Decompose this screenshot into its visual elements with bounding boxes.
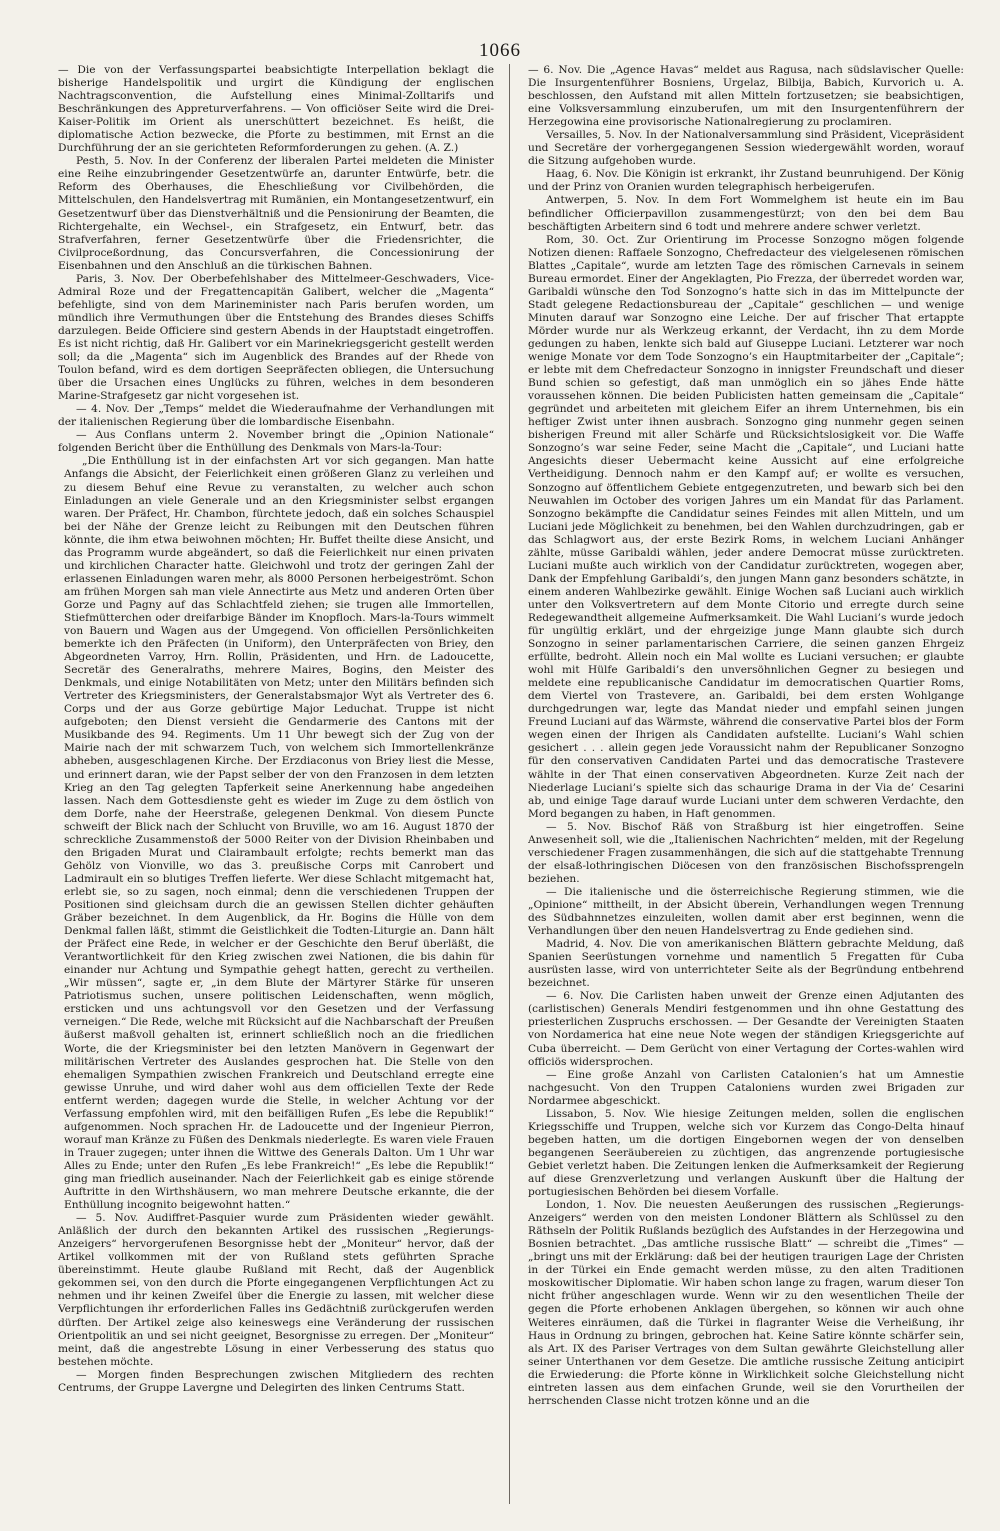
article-paragraph: Antwerpen, 5. Nov. In dem Fort Wommelghem ist heute ein im Bau befindlicher Officierpavillon zusammengestürzt; von den bei dem Bau beschäftigten Arbeitern sind 6 todt und mehrere andere schwer verletzt. [528,194,964,233]
column-rule [509,64,510,1504]
article-paragraph: Versailles, 5. Nov. In der Nationalversammlung sind Präsident, Vicepräsident und Secretäre der vorhergegangenen Session wiedergewählt worden, worauf die Sitzung aufgehoben wurde. [528,129,964,168]
article-paragraph: Madrid, 4. Nov. Die von amerikanischen Blättern gebrachte Meldung, daß Spanien Seerüstungen vornehme und namentlich 5 Fregatten für Cuba ausrüsten lasse, wird von unterrichteter Seite als der Begründung entbehrend bezeichnet. [528,938,964,990]
page-number: 1066 [479,40,521,61]
article-paragraph: „Die Enthüllung ist in der einfachsten Art vor sich gegangen. Man hatte Anfangs die Absicht, der Feierlichkeit einen größeren Glanz zu verleihen und zu diesem Behuf eine Revue zu veranstalten, zu welcher auch schon Einladungen an viele Generale und an den Kriegsminister selbst ergangen waren. Der Präfect, Hr. Chambon, fürchtete jedoch, daß ein solches Schauspiel bei der Nähe der Grenze leicht zu Reibungen mit den Deutschen führen könnte, die ihm etwa beiwohnen möchten; Hr. Buffet theilte diese Ansicht, und das Programm wurde abgeändert, so daß die Feierlichkeit nur einen privaten und kirchlichen Character hatte. Gleichwohl und trotz der geringen Zahl der erlassenen Einladungen waren mehr, als 8000 Personen herbeigeströmt. Schon am frühen Morgen sah man viele Annectirte aus Metz und anderen Orten über Gorze und Pagny auf das Schlachtfeld ziehen; sie trugen alle Immortellen, Stiefmütterchen oder dreifarbige Bänder im Knopfloch. Mars-la-Tours wimmelt von Bauern und Wagen aus der Umgegend. Von officiellen Persönlichkeiten bemerkte ich den Präfecten (in Uniform), den Unterpräfecten von Briey, den Abgeordneten Varroy, Hrn. Rollin, Präsidenten, und Hrn. de Ladoucette, Secretär des Generalraths, mehrere Maires, Bogins, den Meister des Denkmals, und einige Notabilitäten von Metz; unter den Militärs befinden sich Vertreter des Kriegsministers, der Generalstabsmajor Wyt als Vertreter des 6. Corps und der aus Gorze gebürtige Major Leduchat. Truppe ist nicht aufgeboten; den Dienst versieht die Gendarmerie des Cantons mit der Musikbande des 94. Regiments. Um 11 Uhr bewegt sich der Zug von der Mairie nach der mit schwarzem Tuch, von welchem sich Immortellenkränze abheben, ausgeschlagenen Kirche. Der Erzdiaconus von Briey liest die Messe, und erinnert daran, wie der Papst selber der von den Franzosen in dem letzten Krieg an den Tag gelegten Tapferkeit seine Anerkennung habe angedeihen lassen. Nach dem Gottesdienste geht es wieder im Zuge zu dem östlich von dem Dorfe, nahe der Heerstraße, gelegenen Denkmal. Von diesem Puncte schweift der Blick nach der Schlucht von Bruville, wo am 16. August 1870 der schreckliche Zusammenstoß der 5000 Reiter von der Division Rheinbaben und den Brigaden Murat und Clairambault erfolgte; rechts bemerkt man das Gehölz von Vionville, wo das 3. preußische Corps mit Canrobert und Ladmirault ein so blutiges Treffen lieferte. Wer diese Schlacht mitgemacht hat, erlebt sie, so zu sagen, noch einmal; denn die verschiedenen Truppen der Positionen sind gleichsam durch die an gewissen Stellen dichter gehäuften Gräber bezeichnet. In dem Augenblick, da Hr. Bogins die Hülle von dem Denkmal fallen läßt, stimmt die Geistlichkeit die Todten-Liturgie an. Dann hält der Präfect eine Rede, in welcher er der Geschichte den Beruf überläßt, die Verantwortlichkeit für den Krieg zwischen zwei Nationen, die bis dahin für einander nur Achtung und Sympathie gehegt hatten, gerecht zu vertheilen. „Wir müssen“, sagte er, „in dem Blute der Märtyrer Stärke für unseren Patriotismus suchen, unsere politischen Leidenschaften, wenn möglich, ersticken und uns achtungsvoll vor den Gesetzen und der Verfassung verneigen.“ Die Rede, welche mit Rücksicht auf die Nachbarschaft der Preußen äußerst maßvoll gehalten ist, erinnert schließlich noch an die friedlichen Worte, die der Kriegsminister bei den letzten Manövern in Gegenwart der militärischen Vertreter des Auslandes gesprochen hat. Die Stelle von den ehemaligen Sympathien zwischen Frankreich und Deutschland erregte eine gewisse Unruhe, und wird daher wohl aus dem officiellen Texte der Rede entfernt werden; dagegen wurde die Stelle, in welcher Achtung vor der Verfassung empfohlen wird, mit den beifälligen Rufen „Es lebe die Republik!“ aufgenommen. Noch sprachen Hr. de Ladoucette und der Ingenieur Pierron, worauf man Kränze zu Füßen des Denkmals niederlegte. Es waren viele Frauen in Trauer zugegen; unter ihnen die Wittwe des Generals Dalton. Um 1 Uhr war Alles zu Ende; unter den Rufen „Es lebe Frankreich!“ „Es lebe die Republik!“ ging man friedlich auseinander. Nach der Feierlichkeit gab es einige störende Auftritte in den Wirthshäusern, wo man mehrere Deutsche erkannte, die der Enthüllung incognito beigewohnt hatten.“ [64,455,494,1212]
article-paragraph: London, 1. Nov. Die neuesten Aeußerungen des russischen „Regierungs-Anzeigers“ werden von den meisten Londoner Blättern als Schlüssel zu den Räthseln der Politik Rußlands bezüglich des Aufstandes in der Herzegowina und Bosnien betrachtet. „Das amtliche russische Blatt“ — schreibt die „Times“ — „bringt uns mit der Erklärung: daß bei der heutigen traurigen Lage der Christen in der Türkei ein Ende gemacht werden müsse, zu den alten Traditionen moskowitischer Diplomatie. Wir haben schon lange zu fragen, warum dieser Ton nicht früher angeschlagen wurde. Wenn wir zu den wesentlichen Theile der gegen die Pforte erhobenen Anklagen übergehen, so können wir auch ohne Weiteres einräumen, daß die Türkei in flagranter Weise die Verheißung, ihr Haus in Ordnung zu bringen, gebrochen hat. Keine Satire könnte schärfer sein, als Art. IX des Pariser Vertrages von dem Sultan gewährte Gleichstellung aller seiner Unterthanen vor dem Gesetze. Die amtliche russische Zeitung anticipirt die Erwiederung: die Pforte könne in Wirklichkeit solche Gleichstellung nicht eintreten lassen aus dem einfachen Grunde, weil sie den Vorurtheilen der herrschenden Classe nicht trotzen könne und an die [528,1199,964,1407]
article-paragraph: — Die von der Verfassungspartei beabsichtigte Interpellation beklagt die bisherige Handelspolitik und urgirt die Kündigung der englischen Nachtragsconvention, die Aufstellung eines Minimal-Zolltarifs und Beschränkungen des Appreturverfahrens. — Von officiöser Seite wird die Drei-Kaiser-Politik im Orient als unerschüttert bezeichnet. Es heißt, die diplomatische Action bezwecke, die Pforte zu bestimmen, mit Ernst an die Durchführung der an sie gerichteten Reformforderungen zu gehen. (A. Z.) [58,64,494,155]
article-paragraph: — 6. Nov. Die Carlisten haben unweit der Grenze einen Adjutanten des (carlistischen) Generals Mendiri festgenommen und ihn ohne Gestattung des priesterlichen Zuspruchs erschossen. — Der Gesandte der Vereinigten Staaten von Nordamerica hat eine neue Note wegen der ständigen Kriegsgerichte auf Cuba überreicht. — Dem Gerücht von einer Vertagung der Cortes-wahlen wird officiös widersprochen. [528,990,964,1068]
article-paragraph: Pesth, 5. Nov. In der Conferenz der liberalen Partei meldeten die Minister eine Reihe einzubringender Gesetzentwürfe an, darunter Entwürfe, betr. die Reform des Oberhauses, die Eheschließung vor Civilbehörden, die Mittelschulen, den Handelsvertrag mit Rumänien, ein Montangesetzentwurf, ein Gesetzentwurf über das Dienstverhältniß und die Pensionirung der Beamten, die Richtergehalte, ein Wechsel-, ein Strafgesetz, ein Entwurf, betr. das Strafverfahren, ferner Gesetzentwürfe über die Friedensrichter, die Civilproceßordnung, das Concursverfahren, die Concessionirung der Eisenbahnen und den Anschluß an die türkischen Bahnen. [58,155,494,272]
right-column [528,64,964,1514]
text-columns [58,64,964,1514]
left-column [58,64,494,1514]
article-paragraph: — Eine große Anzahl von Carlisten Catalonien’s hat um Amnestie nachgesucht. Von den Truppen Cataloniens wurden zwei Brigaden zur Nordarmee abgeschickt. [528,1068,964,1107]
article-paragraph: — Aus Conflans unterm 2. November bringt die „Opinion Nationale“ folgenden Bericht über die Enthüllung des Denkmals von Mars-la-Tour: [58,429,494,455]
article-paragraph: — Morgen finden Besprechungen zwischen Mitgliedern des rechten Centrums, der Gruppe Lavergne und Delegirten des linken Centrums Statt. [58,1368,494,1394]
article-paragraph: — 5. Nov. Audiffret-Pasquier wurde zum Präsidenten wieder gewählt. Anläßlich der durch den bekannten Artikel des russischen „Regierungs-Anzeigers“ hervorgerufenen Besorgnisse hebt der „Moniteur“ hervor, daß der Artikel vollkommen mit der von Rußland stets geführten Sprache übereinstimmt. Heute glaube Rußland mit Recht, daß der Augenblick gekommen sei, von den durch die Pforte eingegangenen Verpflichtungen Act zu nehmen und ihr keinen Zweifel über die Energie zu lassen, mit welcher diese Verpflichtungen ihr erforderlichen Falles ins Gedächtniß zurückgerufen werden dürften. Der Artikel zeige also keineswegs eine Veränderung der russischen Orientpolitik an und sei nicht geeignet, Besorgnisse zu erregen. Der „Moniteur“ meint, daß die angestrebte Lösung in einer Verbesserung des status quo bestehen möchte. [58,1212,494,1368]
article-paragraph: Haag, 6. Nov. Die Königin ist erkrankt, ihr Zustand beunruhigend. Der König und der Prinz von Oranien wurden telegraphisch herbeigerufen. [528,168,964,194]
article-paragraph: Rom, 30. Oct. Zur Orientirung im Processe Sonzogno mögen folgende Notizen dienen: Raffaele Sonzogno, Chefredacteur des vielgelesenen römischen Blattes „Capitale“, wurde am letzten Tage des römischen Carnevals in seinem Bureau ermordet. Einer der Angeklagten, Pio Frezza, der überredet worden war, Garibaldi wünsche den Tod Sonzogno’s hatte sich in das im Mittelpuncte der Stadt gelegene Redactionsbureau der „Capitale“ geschlichen — und wenige Minuten darauf war Sonzogno eine Leiche. Der auf frischer That ertappte Mörder wurde nur als Werkzeug erkannt, der Verdacht, ihn zu dem Morde gedungen zu haben, lenkte sich bald auf Giuseppe Luciani. Letzterer war noch wenige Monate vor dem Tode Sonzogno’s ein Hauptmitarbeiter der „Capitale“; er lebte mit dem Chefredacteur Sonzogno in innigster Freundschaft und dieser Bund schien so gefestigt, daß man unmöglich ein so jähes Ende hätte voraussehen können. Die beiden Publicisten hatten gemeinsam die „Capitale“ gegründet und arbeiteten mit gleichem Eifer an ihrem Unternehmen, bis ein heftiger Zwist unter ihnen ausbrach. Sonzogno ging nunmehr gegen seinen bisherigen Freund mit aller Schärfe und Rücksichtslosigkeit vor. Die Waffe Sonzogno’s war seine Feder, seine Macht die „Capitale“, und Luciani hatte Angesichts dieser Uebermacht keine Aussicht auf eine erfolgreiche Vertheidigung. Dennoch nahm er den Kampf auf; er wollte es versuchen, Sonzogno auf öffentlichem Gebiete entgegenzutreten, und bewarb sich bei den Neuwahlen im October des vorigen Jahres um ein Mandat für das Parlament. Sonzogno bekämpfte die Candidatur seines Feindes mit allen Mitteln, und um Luciani jede Möglichkeit zu benehmen, bei den Wahlen durchzudringen, gab er das Schlagwort aus, der erste Bezirk Roms, in welchem Luciani Anhänger zählte, müsse Garibaldi wählen, jeder andere Democrat müsse zurücktreten. Luciani mußte auch wirklich von der Candidatur zurücktreten, wogegen aber, Dank der Empfehlung Garibaldi’s, den jungen Mann ganz besonders schätzte, in einem anderen Wahlbezirke gewählt. Einige Wochen saß Luciani auch wirklich unter den Volksvertretern auf dem Monte Citorio und erregte durch seine Redegewandtheit allgemeine Aufmerksamkeit. Die Wahl Luciani’s wurde jedoch für ungültig erklärt, und der ehrgeizige junge Mann glaubte sich durch Sonzogno in seiner parlamentarischen Carriere, die seinen ganzen Ehrgeiz erfüllte, bedroht. Allein noch ein Mal wollte es Luciani versuchen; er glaubte wohl mit Hülfe Garibaldi’s den unversöhnlichen Gegner zu besiegen und meldete eine republicanische Candidatur im democratischen Quartier Roms, dem Viertel von Trastevere, an. Garibaldi, bei dem ersten Wohlgange durchgedrungen war, legte das Mandat nieder und empfahl seinen jungen Freund Luciani auf das Wärmste, während die conservative Partei blos der Form wegen einen der Ihrigen als Candidaten aufstellte. Luciani’s Wahl schien gesichert . . . allein gegen jede Voraussicht nahm der Republicaner Sonzogno für den conservativen Candidaten Partei und das democratische Trastevere wählte in der That einen conservativen Abgeordneten. Kurze Zeit nach der Niederlage Luciani’s spielte sich das schaurige Drama in der Via de’ Cesarini ab, und einige Tage darauf wurde Luciani unter dem schweren Verdachte, den Mord begangen zu haben, in Haft genommen. [528,233,964,820]
article-paragraph: — 5. Nov. Bischof Räß von Straßburg ist hier eingetroffen. Seine Anwesenheit soll, wie die „Italienischen Nachrichten“ melden, mit der Regelung verschiedener Fragen zusammenhängen, die sich auf die stattgehabte Trennung der elsaß-lothringischen Diöcesen von den französischen Bischofssprengeln beziehen. [528,820,964,885]
article-paragraph: — Die italienische und die österreichische Regierung stimmen, wie die „Opinione“ mittheilt, in der Absicht überein, Verhandlungen wegen Trennung des Südbahnnetzes einzuleiten, wollen damit aber erst beginnen, wenn die Verhandlungen über den neuen Handelsvertrag zu Ende gediehen sind. [528,885,964,938]
article-paragraph: Lissabon, 5. Nov. Wie hiesige Zeitungen melden, sollen die englischen Kriegsschiffe und Truppen, welche sich vor Kurzem das Congo-Delta hinauf begeben hatten, um die dortigen Eingebornen wegen der von denselben begangenen Seeräubereien zu züchtigen, das angrenzende portugiesische Gebiet verletzt haben. Die Zeitungen lenken die Aufmerksamkeit der Regierung auf diese Grenzverletzung und verlangen Auskunft über die Haltung der portugiesischen Behörden bei diesem Vorfalle. [528,1107,964,1199]
article-paragraph: Paris, 3. Nov. Der Oberbefehlshaber des Mittelmeer-Geschwaders, Vice-Admiral Roze und der Fregattencapitän Galibert, welcher die „Magenta“ befehligte, sind von dem Marineminister nach Paris berufen worden, um mündlich ihre Vermuthungen über die Entstehung des Brandes dieses Schiffs darzulegen. Beide Officiere sind gestern Abends in der Hauptstadt eingetroffen. Es ist nicht richtig, daß Hr. Galibert vor ein Marinekriegsgericht gestellt werden soll; da die „Magenta“ sich im Augenblick des Brandes auf der Rhede von Toulon befand, wird es dem dortigen Seepräfecten obliegen, die Untersuchung über die Ursachen eines Unglücks zu führen, welches in dem besonderen Marine-Strafgesetz gar nicht vorgesehen ist. [58,272,494,403]
article-paragraph: — 4. Nov. Der „Temps“ meldet die Wiederaufnahme der Verhandlungen mit der italienischen Regierung über die lombardische Eisenbahn. [58,403,494,429]
article-paragraph: — 6. Nov. Die „Agence Havas“ meldet aus Ragusa, nach südslavischer Quelle: Die Insurgentenführer Bosniens, Urgelaz, Bilbija, Babich, Kurvorich u. A. beschlossen, den Aufstand mit allen Mitteln fortzusetzen; sie beabsichtigen, eine Volksversammlung einzuberufen, um mit den Insurgentenführern der Herzegowina eine provisorische Nationalregierung zu proclamiren. [528,64,964,129]
